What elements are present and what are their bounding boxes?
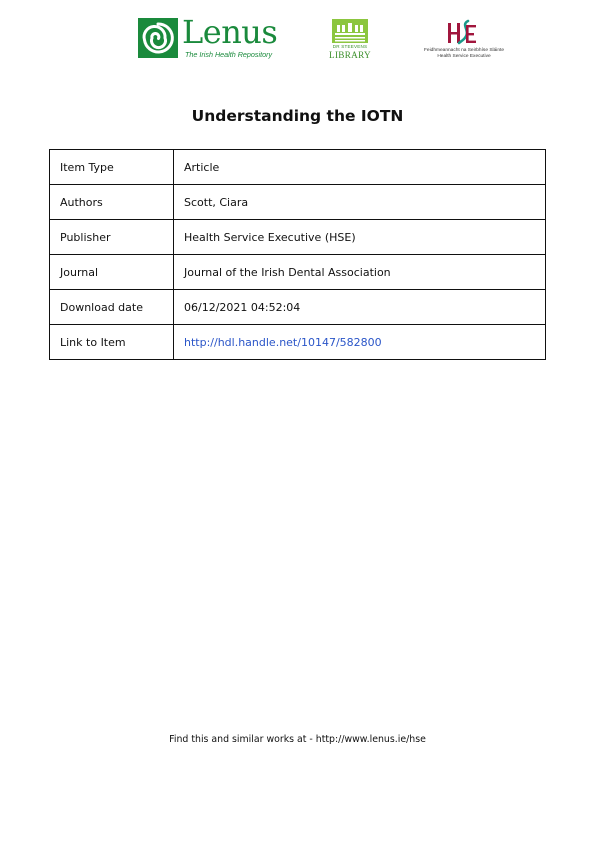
- document-title: Understanding the IOTN: [191, 107, 404, 125]
- lenus-tagline: The Irish Health Repository: [185, 50, 273, 59]
- metadata-table: [49, 149, 546, 360]
- metadata-value: Scott, Ciara: [174, 185, 546, 220]
- library-logo: [328, 19, 372, 63]
- library-name: LIBRARY: [329, 50, 371, 60]
- metadata-label: Publisher: [50, 220, 174, 255]
- library-building-icon: [332, 19, 368, 43]
- metadata-row-link: [50, 325, 546, 360]
- metadata-value: 06/12/2021 04:52:04: [174, 290, 546, 325]
- metadata-row-download-date: [50, 290, 546, 325]
- metadata-row-publisher: [50, 220, 546, 255]
- metadata-label: Journal: [50, 255, 174, 290]
- lenus-wordmark: Lenus: [182, 13, 278, 51]
- metadata-label: Link to Item: [50, 325, 174, 360]
- item-link[interactable]: http://hdl.handle.net/10147/582800: [184, 335, 382, 349]
- metadata-row-journal: [50, 255, 546, 290]
- library-small-text: DR STEEVENS: [332, 44, 368, 49]
- metadata-label: Authors: [50, 185, 174, 220]
- metadata-value: Journal of the Irish Dental Association: [174, 255, 546, 290]
- hse-english-name: Health Service Executive: [437, 54, 491, 59]
- metadata-row-item-type: [50, 150, 546, 185]
- metadata-value-cell: [174, 325, 546, 360]
- footer-text: Find this and similar works at - http://www.lenus.ie/hse: [169, 734, 426, 745]
- metadata-value: Article: [174, 150, 546, 185]
- metadata-row-authors: [50, 185, 546, 220]
- metadata-label: Download date: [50, 290, 174, 325]
- metadata-value: Health Service Executive (HSE): [174, 220, 546, 255]
- metadata-label: Item Type: [50, 150, 174, 185]
- hse-icon: [446, 17, 478, 47]
- lenus-logo: [138, 13, 280, 62]
- lenus-swirl-icon: [138, 18, 178, 58]
- hse-logo: [424, 17, 504, 63]
- hse-irish-name: Feidhmeannacht na Seirbhíse Sláinte: [424, 48, 504, 53]
